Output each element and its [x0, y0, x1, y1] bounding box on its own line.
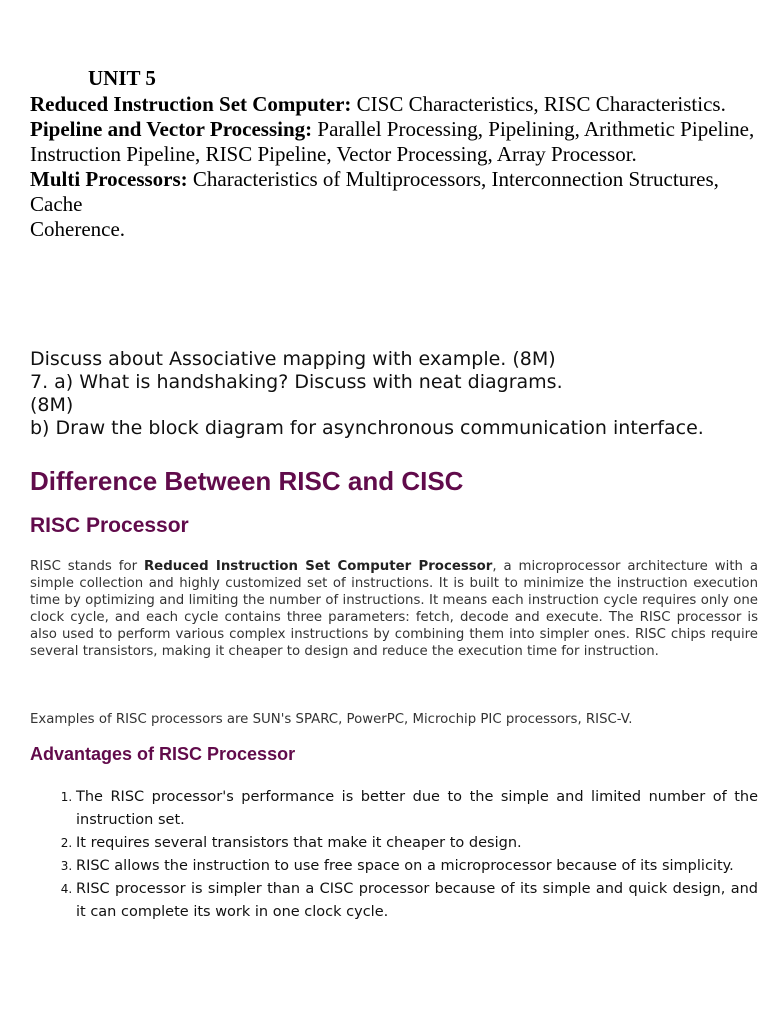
list-item: 2. It requires several transistors that make it cheaper to design.: [76, 832, 758, 855]
list-item: 4. RISC processor is simpler than a CISC processor because of its simple and quick design, and it can complete its work in one clock cycle.: [76, 878, 758, 924]
question-line: Discuss about Associative mapping with example. (8M): [30, 348, 556, 370]
intro-bold-term: Reduced Instruction Set Computer Processor: [143, 559, 493, 574]
syllabus-line: [30, 117, 758, 142]
list-item: 3. RISC allows the instruction to use free space on a microprocessor because of its simplicity.: [76, 855, 758, 878]
syllabus-heading: Pipeline and Vector Processing:: [30, 117, 313, 141]
syllabus-text: Coherence.: [30, 217, 126, 241]
syllabus-block: [30, 92, 758, 242]
question-line: (8M): [30, 394, 74, 416]
unit-title: UNIT 5: [88, 66, 156, 90]
section-title: RISC Processor: [30, 514, 189, 537]
list-item: 1. The RISC processor's performance is better due to the simple and limited number of the instruction set.: [76, 786, 758, 832]
advantages-list: [30, 786, 758, 924]
examples-paragraph: Examples of RISC processors are SUN's SPARC, PowerPC, Microchip PIC processors, RISC-V.: [30, 712, 633, 727]
syllabus-heading: Reduced Instruction Set Computer:: [30, 92, 352, 116]
article-title: Difference Between RISC and CISC: [30, 466, 464, 496]
syllabus-line: [30, 217, 758, 242]
intro-rest: , a microprocessor architecture with a simple collection and highly customized set of instructions. It is built to minimize the instruction execution time by optimizing and limiting the number of instructions. It means each instruction cycle requires only one clock cycle, and each cycle contains three parameters: fetch, decode and execute. The RISC processor is also used to perform various complex instructions by combining them into simpler ones. RISC chips require several transistors, making it cheaper to design and reduce the execution time for instruction.: [30, 559, 758, 659]
question-line: 7. a) What is handshaking? Discuss with neat diagrams.: [30, 371, 563, 393]
question-line: b) Draw the block diagram for asynchronous communication interface.: [30, 417, 704, 439]
intro-prefix: RISC stands for: [30, 559, 144, 574]
syllabus-line: [30, 167, 758, 217]
syllabus-line: [30, 142, 758, 167]
syllabus-text: Instruction Pipeline, RISC Pipeline, Vector Processing, Array Processor.: [30, 142, 637, 166]
syllabus-heading: Multi Processors:: [30, 167, 188, 191]
intro-paragraph: [30, 558, 758, 660]
syllabus-line: [30, 92, 758, 117]
questions-block: [30, 348, 730, 440]
syllabus-text: CISC Characteristics, RISC Characteristics.: [351, 92, 726, 116]
syllabus-text: Parallel Processing, Pipelining, Arithmetic Pipeline,: [312, 117, 755, 141]
advantages-title: Advantages of RISC Processor: [30, 744, 296, 764]
syllabus-text: Characteristics of Multiprocessors, Interconnection Structures, Cache: [30, 167, 719, 216]
